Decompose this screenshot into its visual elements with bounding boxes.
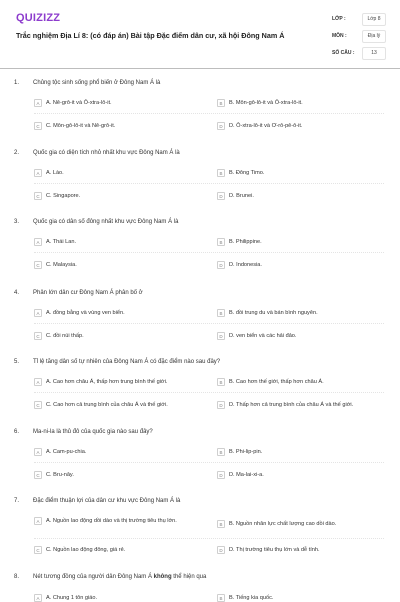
- option-letter-box: B: [217, 378, 225, 386]
- question-number: 7.: [14, 498, 20, 504]
- option-b[interactable]: [217, 520, 379, 528]
- option-b[interactable]: [217, 238, 379, 246]
- meta-label: LỚP :: [332, 16, 346, 22]
- option-b[interactable]: [217, 99, 379, 107]
- option-letter-box: C: [34, 192, 42, 200]
- option-divider: [34, 538, 384, 539]
- option-text: A. Cam-pu-chia.: [46, 449, 87, 455]
- option-letter-box: B: [217, 520, 225, 528]
- option-c[interactable]: [34, 332, 196, 340]
- option-text: C. Bru-nây.: [46, 472, 74, 478]
- option-text: B. Cao hơn thế giới, thấp hơn châu Á.: [229, 379, 324, 385]
- option-a[interactable]: [34, 448, 196, 456]
- question-text: Đặc điểm thuận lợi của dân cư khu vực Đông Nam Á là: [33, 498, 181, 504]
- option-d[interactable]: [217, 332, 379, 340]
- option-a[interactable]: [34, 378, 196, 386]
- option-c[interactable]: [34, 192, 196, 200]
- option-letter-box: C: [34, 401, 42, 409]
- option-letter-box: B: [217, 169, 225, 177]
- option-c[interactable]: [34, 401, 196, 409]
- question-text: Chủng tộc sinh sống phổ biến ở Đông Nam Á là: [33, 80, 161, 86]
- option-a[interactable]: [34, 309, 196, 317]
- meta-row-subject: [332, 29, 388, 43]
- option-text: C. Cao hơn cả trung bình của châu Á và thế giới.: [46, 402, 168, 408]
- option-text: D. Ô-xtra-lô-it và Ơ-rô-pê-ô-it.: [229, 123, 303, 129]
- option-c[interactable]: [34, 546, 196, 554]
- option-c[interactable]: [34, 261, 196, 269]
- option-text: B. đồi trung du và bán bình nguyên.: [229, 310, 318, 316]
- option-a[interactable]: [34, 238, 196, 246]
- option-letter-box: D: [217, 401, 225, 409]
- option-text: A. Cao hơn châu Á, thấp hơn trung bình thế giới.: [46, 379, 168, 385]
- option-letter-box: A: [34, 378, 42, 386]
- option-c[interactable]: [34, 471, 196, 479]
- option-divider: [34, 392, 384, 393]
- meta-value: Lớp 8: [362, 13, 386, 26]
- option-text: D. Brunei.: [229, 193, 254, 199]
- option-a[interactable]: [34, 99, 196, 107]
- option-b[interactable]: [217, 309, 379, 317]
- worksheet-header: [0, 0, 400, 69]
- question-number: 5.: [14, 359, 20, 365]
- option-text: A. đồng bằng và vùng ven biển.: [46, 310, 125, 316]
- option-letter-box: A: [34, 594, 42, 602]
- option-text: B. Nguồn nhân lực chất lượng cao dồi dào.: [229, 521, 337, 527]
- option-text: D. Indonesia.: [229, 262, 262, 268]
- question-number: 4.: [14, 290, 20, 296]
- option-a[interactable]: [34, 169, 196, 177]
- quizizz-logo: QUIZIZZ: [16, 12, 61, 24]
- option-letter-box: B: [217, 448, 225, 456]
- option-d[interactable]: [217, 261, 379, 269]
- option-letter-box: B: [217, 309, 225, 317]
- option-text: A. Nê-grô-it và Ô-xtra-lô-it.: [46, 100, 112, 106]
- question-text: Ma-ni-la là thủ đô của quốc gia nào sau đây?: [33, 429, 153, 435]
- option-text: A. Nguồn lao động dồi dào và thị trường tiêu thụ lớn.: [46, 518, 177, 524]
- meta-row-class: [332, 12, 388, 26]
- option-letter-box: C: [34, 122, 42, 130]
- question-text: Phân lớn dân cư Đông Nam Á phân bố ở: [33, 290, 143, 296]
- question-number: 2.: [14, 150, 20, 156]
- option-d[interactable]: [217, 122, 379, 130]
- option-text: C. đồi núi thấp.: [46, 333, 84, 339]
- option-a[interactable]: [34, 517, 191, 525]
- option-divider: [34, 183, 384, 184]
- option-b[interactable]: [217, 448, 379, 456]
- option-text: C. Môn-gô-lô-it và Nê-grô-it.: [46, 123, 116, 129]
- option-a[interactable]: [34, 594, 196, 602]
- option-text: A. Thái Lan.: [46, 239, 77, 245]
- option-text: C. Nguồn lao động đông, giá rẻ.: [46, 547, 126, 553]
- question-text-part: Nét tương đồng của người dân Đông Nam Á: [33, 574, 154, 580]
- option-b[interactable]: [217, 378, 379, 386]
- option-letter-box: D: [217, 332, 225, 340]
- option-letter-box: C: [34, 546, 42, 554]
- option-b[interactable]: [217, 169, 379, 177]
- option-text: B. Đông Timo.: [229, 170, 265, 176]
- option-divider: [34, 113, 384, 114]
- question-text-emphasis: không: [153, 574, 172, 580]
- worksheet-title: Trắc nghiệm Địa Lí 8: (có đáp án) Bài tập Đặc điểm dân cư, xã hội Đông Nam Á: [16, 31, 285, 40]
- option-letter-box: D: [217, 192, 225, 200]
- question-number: 8.: [14, 574, 20, 580]
- option-text: D. ven biển và các hải đảo.: [229, 333, 297, 339]
- option-text: A. Chung 1 tôn giáo.: [46, 595, 98, 601]
- option-letter-box: A: [34, 238, 42, 246]
- option-text: B. Tiếng kia quốc.: [229, 595, 274, 601]
- option-text: A. Lào.: [46, 170, 64, 176]
- option-letter-box: D: [217, 261, 225, 269]
- option-letter-box: B: [217, 238, 225, 246]
- option-letter-box: D: [217, 546, 225, 554]
- question-number: 3.: [14, 219, 20, 225]
- option-text: C. Malaysia.: [46, 262, 77, 268]
- option-letter-box: A: [34, 169, 42, 177]
- option-d[interactable]: [217, 471, 379, 479]
- option-text: C. Singapore.: [46, 193, 81, 199]
- meta-value: Địa lý: [362, 30, 386, 43]
- question-text: Tỉ lệ tăng dân số tự nhiên của Đông Nam Á có đặc điểm nào sau đây?: [33, 359, 221, 365]
- question-number: 1.: [14, 80, 20, 86]
- option-divider: [34, 462, 384, 463]
- option-text: B. Philippine.: [229, 239, 262, 245]
- option-letter-box: C: [34, 261, 42, 269]
- meta-value: 13: [362, 47, 386, 60]
- meta-label: SỐ CÂU :: [332, 50, 355, 56]
- option-letter-box: C: [34, 471, 42, 479]
- option-letter-box: B: [217, 99, 225, 107]
- worksheet-meta: [332, 12, 388, 63]
- option-letter-box: C: [34, 332, 42, 340]
- option-letter-box: A: [34, 309, 42, 317]
- option-letter-box: A: [34, 99, 42, 107]
- option-text: D. Thị trường tiêu thụ lớn và dễ tính.: [229, 547, 320, 553]
- option-text: B. Phi-lip-pin.: [229, 449, 263, 455]
- option-divider: [34, 323, 384, 324]
- option-divider: [34, 252, 384, 253]
- option-c[interactable]: [34, 122, 196, 130]
- question-text: Quốc gia có diện tích nhỏ nhất khu vực Đông Nam Á là: [33, 150, 180, 156]
- option-text: D. Ma-lai-xi-a.: [229, 472, 264, 478]
- option-letter-box: A: [34, 448, 42, 456]
- option-d[interactable]: [217, 192, 379, 200]
- option-letter-box: D: [217, 122, 225, 130]
- option-b[interactable]: [217, 594, 379, 602]
- question-text: [33, 574, 373, 580]
- question-number: 6.: [14, 429, 20, 435]
- option-text: B. Môn-gô-lô-it và Ô-xtra-lô-it.: [229, 100, 303, 106]
- meta-label: MÔN :: [332, 33, 347, 39]
- question-text: Quốc gia có dân số đông nhất khu vực Đông Nam Á là: [33, 219, 179, 225]
- option-letter-box: D: [217, 471, 225, 479]
- option-letter-box: A: [34, 517, 42, 525]
- meta-row-question-count: [332, 46, 388, 60]
- option-d[interactable]: [217, 401, 379, 409]
- question-text-part: thể hiện qua: [171, 574, 207, 580]
- option-letter-box: B: [217, 594, 225, 602]
- option-text: D. Thấp hơn cả trung bình của châu Á và thế giới.: [229, 402, 354, 408]
- option-d[interactable]: [217, 546, 379, 554]
